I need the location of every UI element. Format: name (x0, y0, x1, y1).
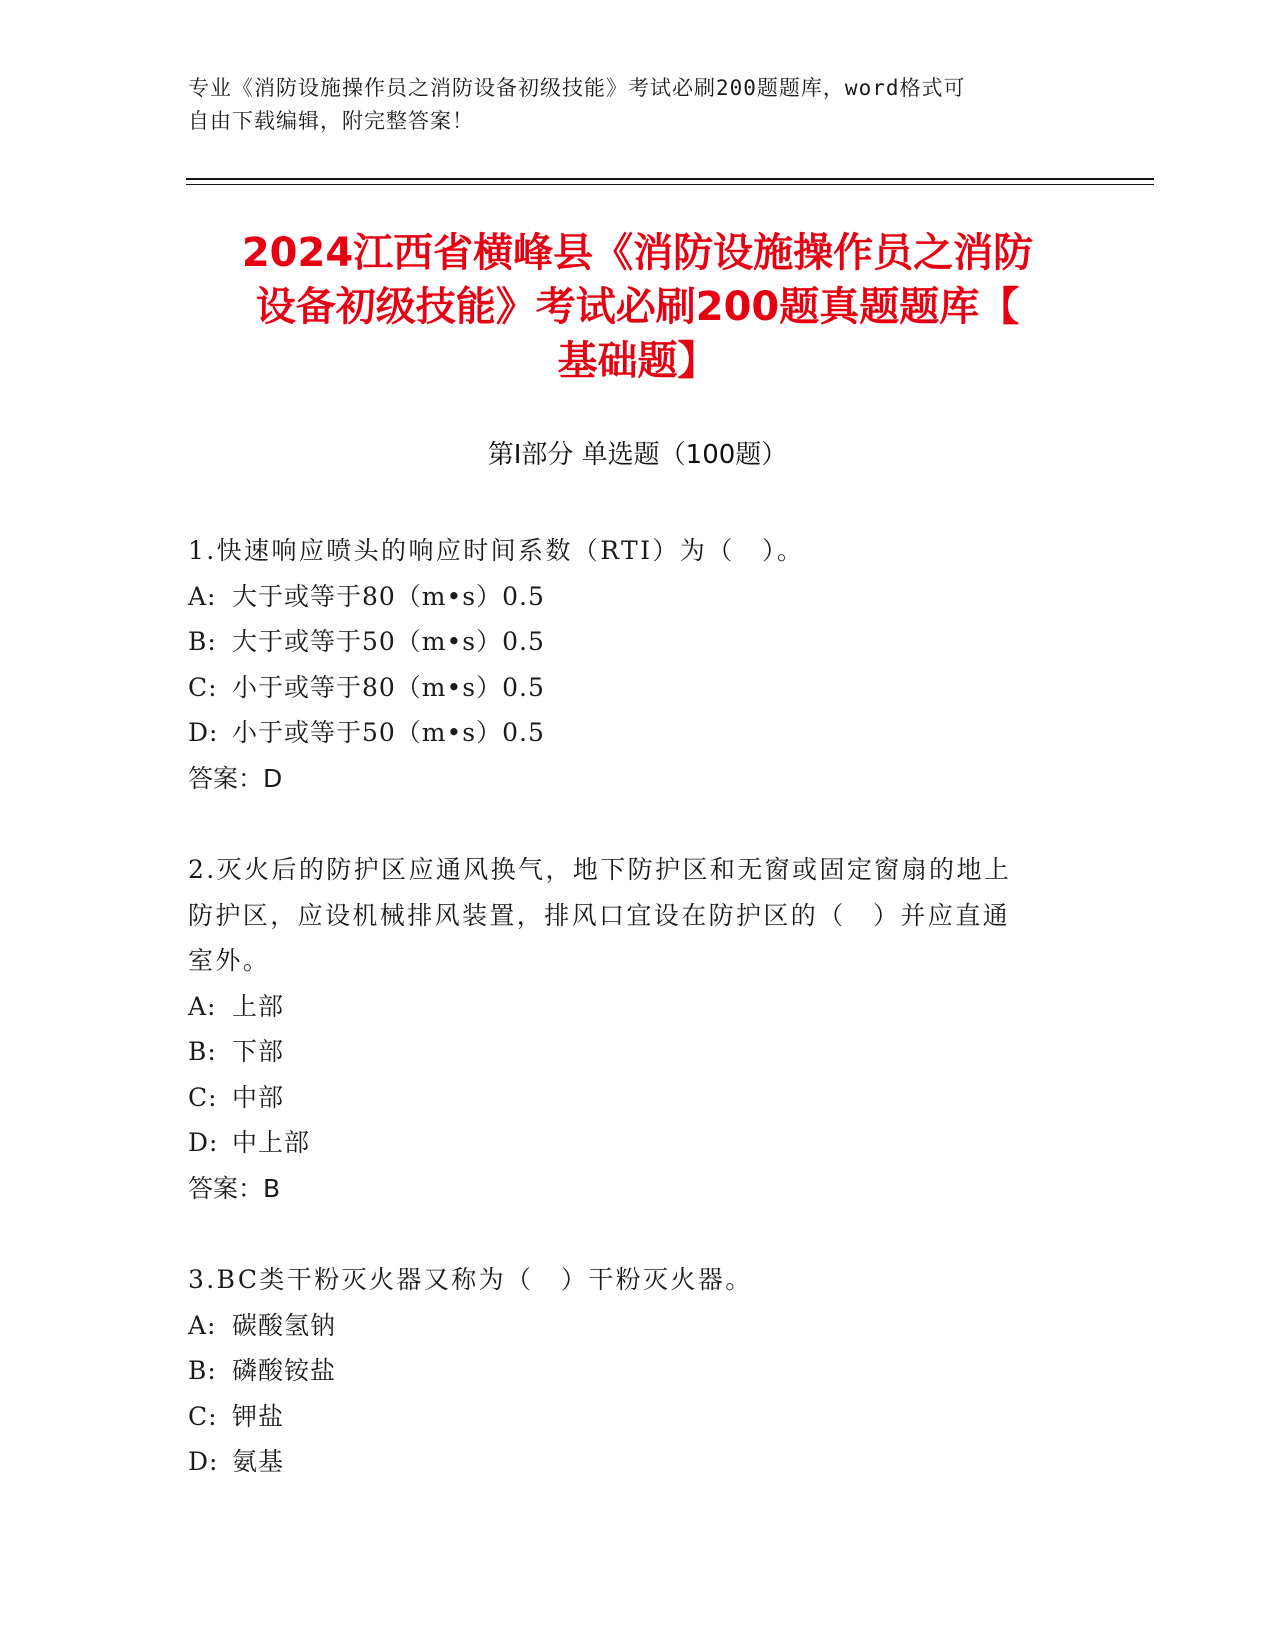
answer-option-c (188, 1394, 1068, 1440)
option-text: 中上部 (232, 1128, 311, 1157)
question-stem: 1.快速响应喷头的响应时间系数（RTI）为（ ）。 (188, 536, 805, 565)
correct-answer: 答案：B (188, 1173, 281, 1203)
answer-option-c (188, 1075, 1068, 1121)
header-note-line-1: 专业《消防设施操作员之消防设备初级技能》考试必刷200题题库，word格式可 (188, 76, 966, 100)
option-text: 大于或等于80（m•s）0.5 (232, 581, 545, 611)
answer-option-a (188, 984, 1068, 1030)
option-label: D: (188, 718, 219, 747)
option-label: D: (188, 1128, 219, 1157)
option-text: 大于或等于50（m•s）0.5 (232, 627, 545, 656)
correct-answer: 答案：D (188, 763, 283, 793)
header-note (188, 72, 1068, 138)
question-stem-line-3: 室外。 (188, 946, 271, 975)
question-item (188, 1257, 1068, 1485)
section-heading: 第Ⅰ部分 单选题（100题） (487, 440, 788, 470)
answer-option-b (188, 1348, 1068, 1394)
option-label: B: (188, 1356, 217, 1385)
question-stem-line-2: 防护区，应设机械排风装置，排风口宜设在防护区的（ ）并应直通 (188, 900, 1011, 930)
option-text: 碳酸氢钠 (232, 1310, 337, 1340)
question-item (188, 847, 1068, 1211)
option-label: C: (188, 672, 218, 702)
option-text: 中部 (232, 1082, 285, 1112)
option-label: B: (188, 1037, 217, 1066)
document-title-line-2: 设备初级技能》考试必刷200题真题题库【 (255, 284, 1020, 330)
option-text: 氨基 (232, 1447, 285, 1476)
question-stem: 3.BC类干粉灭火器又称为（ ）干粉灭火器。 (188, 1265, 753, 1294)
answer-option-a (188, 1303, 1068, 1349)
option-label: A: (188, 991, 217, 1021)
option-text: 钾盐 (232, 1401, 285, 1431)
option-text: 小于或等于80（m•s）0.5 (232, 672, 545, 702)
header-divider-thin (186, 184, 1154, 185)
answer-option-b (188, 1029, 1068, 1075)
option-label: C: (188, 1082, 218, 1112)
document-title-line-3: 基础题】 (557, 338, 718, 384)
option-text: 磷酸铵盐 (232, 1356, 337, 1385)
option-label: B: (188, 627, 217, 656)
option-label: D: (188, 1447, 219, 1476)
question-item (188, 528, 1068, 801)
option-label: A: (188, 581, 217, 611)
option-text: 下部 (232, 1037, 285, 1066)
header-note-line-2: 自由下载编辑，附完整答案！ (188, 109, 474, 133)
answer-option-d (188, 710, 1068, 756)
option-label: A: (188, 1310, 217, 1340)
answer-option-d (188, 1439, 1068, 1485)
document-title-line-1: 2024江西省横峰县《消防设施操作员之消防 (241, 230, 1034, 276)
answer-option-c (188, 665, 1068, 711)
question-list (188, 528, 1068, 1531)
option-text: 上部 (232, 991, 285, 1021)
header-divider-thick (186, 178, 1154, 180)
question-stem-line-1: 2.灭火后的防护区应通风换气，地下防护区和无窗或固定窗扇的地上 (188, 855, 1012, 884)
answer-option-b (188, 619, 1068, 665)
answer-option-d (188, 1120, 1068, 1166)
document-title (160, 226, 1115, 388)
answer-option-a (188, 574, 1068, 620)
option-text: 小于或等于50（m•s）0.5 (232, 718, 545, 747)
option-label: C: (188, 1401, 218, 1431)
